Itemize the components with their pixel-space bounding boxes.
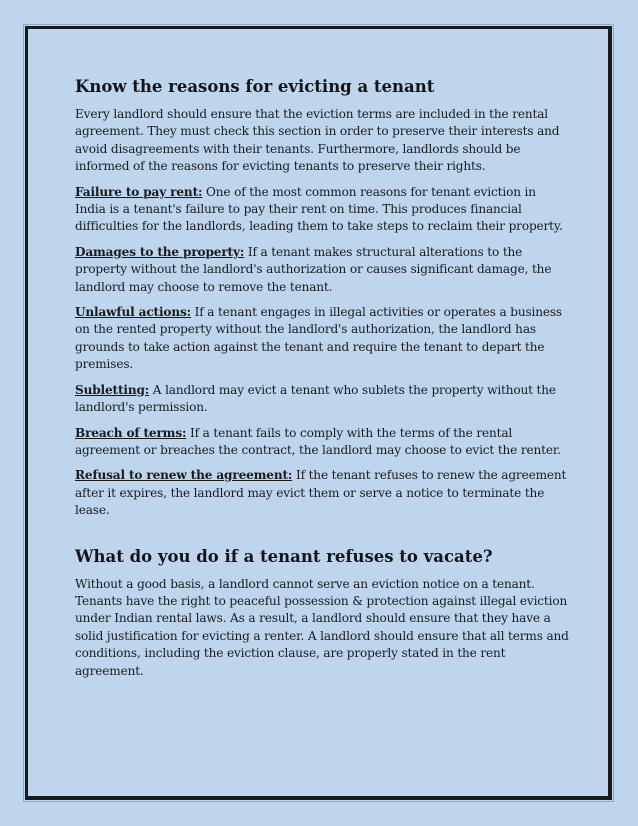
reason-term: Refusal to renew the agreement: bbox=[75, 468, 293, 483]
reason-text: If a tenant engages in illegal activities or operates a business on the rented property without the landlord's authorization, the landlord has grounds to take action against the tenant and require the tenant to depart the premises. bbox=[75, 305, 562, 372]
reason-term: Subletting: bbox=[75, 382, 150, 397]
reason-text: A landlord may evict a tenant who sublets the property without the landlord's permission. bbox=[75, 382, 556, 415]
intro-paragraph: Every landlord should ensure that the eviction terms are included in the rental agreement. They must check this section in order to preserve their interests and avoid disagreements with their tenants. Furthermore, landlords should be informed of the reasons for evicting tenants to preserve their rights. bbox=[75, 107, 560, 174]
vacate-paragraph: Without a good basis, a landlord cannot serve an eviction notice on a tenant. Tenants have the right to peaceful possession & protection against illegal eviction under Indian rental laws. As a result, a landlord should ensure that they have a solid justification for evicting a renter. A landlord should ensure that all terms and conditions, including the eviction clause, are properly stated in the rent agreement. bbox=[75, 576, 569, 678]
reason-text: If a tenant makes structural alterations to the property without the landlord's authorization or causes significant damage, the landlord may choose to remove the tenant. bbox=[75, 244, 552, 294]
reason-term: Failure to pay rent: bbox=[75, 184, 203, 199]
reason-paragraph-unlawful bbox=[75, 304, 569, 374]
reason-term: Unlawful actions: bbox=[75, 305, 191, 320]
reason-paragraph-refusal bbox=[75, 467, 569, 519]
section-refuses-to-vacate bbox=[75, 546, 569, 680]
reason-text: If a tenant fails to comply with the terms of the rental agreement or breaches the contract, the landlord may choose to evict the renter. bbox=[75, 425, 561, 457]
reason-paragraph-breach bbox=[75, 425, 569, 460]
reason-term: Damages to the property: bbox=[75, 244, 245, 259]
section-heading-refuses-to-vacate: What do you do if a tenant refuses to vacate? bbox=[75, 546, 493, 566]
reason-text: One of the most common reasons for tenant eviction in India is a tenant's failure to pay their rent on time. This produces financial difficulties for the landlords, leading them to take steps to reclaim their property. bbox=[75, 184, 563, 234]
reason-term: Breach of terms: bbox=[75, 425, 187, 440]
document-body bbox=[75, 76, 569, 688]
section-heading-eviction-reasons: Know the reasons for evicting a tenant bbox=[75, 77, 435, 96]
reason-paragraph-failure-to-pay bbox=[75, 184, 569, 236]
reason-paragraph-damages bbox=[75, 244, 569, 296]
reason-text: If the tenant refuses to renew the agreement after it expires, the landlord may evict them or serve a notice to terminate the lease. bbox=[75, 468, 567, 518]
reason-paragraph-subletting bbox=[75, 382, 569, 417]
